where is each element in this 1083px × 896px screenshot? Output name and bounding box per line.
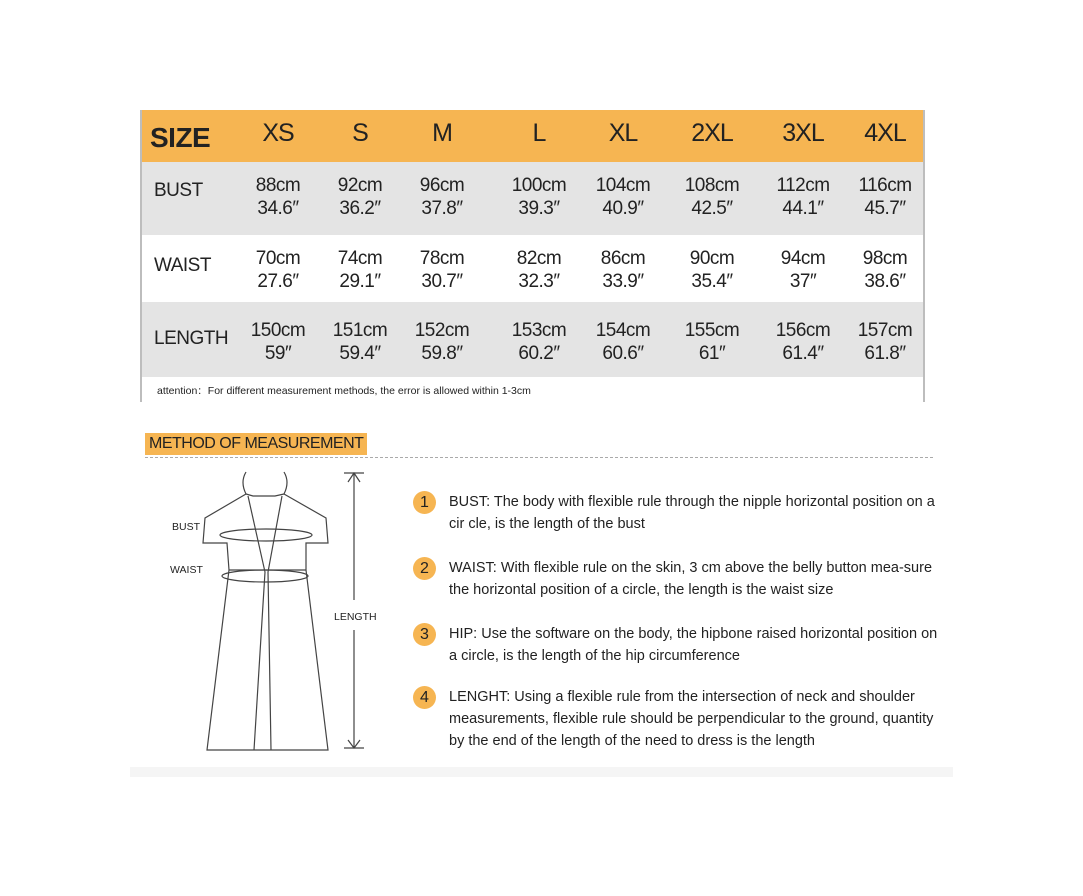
cm-value: 92cm (337, 175, 383, 196)
inch-value: 61″ (698, 343, 726, 364)
cm-value: 156cm (775, 320, 831, 341)
inch-value: 45.7″ (864, 198, 906, 219)
size-header-7: 4XL (864, 119, 906, 147)
inch-value: 37.8″ (421, 198, 463, 219)
size-header-label: SIZE (150, 122, 211, 153)
cm-value: 152cm (414, 320, 470, 341)
inch-value: 36.2″ (339, 198, 381, 219)
inch-value: 32.3″ (518, 271, 560, 292)
row-label: LENGTH (154, 328, 229, 349)
cm-value: 86cm (600, 248, 646, 269)
cm-value: 157cm (857, 320, 913, 341)
cm-value: 78cm (419, 248, 465, 269)
inch-value: 35.4″ (691, 271, 733, 292)
cm-value: 70cm (255, 248, 301, 269)
inch-value: 30.7″ (421, 271, 463, 292)
waist-figure-label: WAIST (170, 564, 203, 576)
inch-value: 29.1″ (339, 271, 381, 292)
cm-value: 96cm (419, 175, 465, 196)
cm-value: 151cm (332, 320, 388, 341)
size-header-5: 2XL (691, 119, 733, 147)
step-text: BUST: The body with flexible rule through the nipple horizontal position on a cir cle, is the length of the bust (449, 494, 935, 532)
row-label: WAIST (154, 255, 211, 276)
inch-value: 27.6″ (257, 271, 299, 292)
inch-value: 33.9″ (602, 271, 644, 292)
inch-value: 42.5″ (691, 198, 733, 219)
inch-value: 60.2″ (518, 343, 560, 364)
step-text: WAIST: With flexible rule on the skin, 3 cm above the belly button mea-sure the horizontal position of a circle, the length is the waist size (449, 560, 933, 598)
step-text: LENGHT: Using a flexible rule from the intersection of neck and shoulder measurements, flexible rule should be perpendicular to the ground, quantity by the end of the length of the need to dress is the length (449, 689, 934, 749)
inch-value: 60.6″ (602, 343, 644, 364)
inch-value: 34.6″ (257, 198, 299, 219)
inch-value: 37″ (789, 271, 817, 292)
length-figure-label: LENGTH (334, 611, 377, 623)
inch-value: 61.8″ (864, 343, 906, 364)
inch-value: 44.1″ (782, 198, 824, 219)
step-text: HIP: Use the software on the body, the hipbone raised horizontal position on a circle, is the length of the hip circumference (449, 626, 938, 664)
cm-value: 150cm (250, 320, 306, 341)
step-number: 1 (413, 491, 436, 514)
cm-value: 116cm (858, 175, 912, 196)
size-header-4: XL (608, 119, 638, 147)
step-number: 4 (413, 686, 436, 709)
cm-value: 104cm (595, 175, 651, 196)
inch-value: 59.8″ (421, 343, 463, 364)
inch-value: 40.9″ (602, 198, 644, 219)
size-header-0: XS (262, 119, 294, 147)
cm-value: 94cm (780, 248, 826, 269)
cm-value: 88cm (255, 175, 301, 196)
step-number: 3 (413, 623, 436, 646)
cm-value: 154cm (595, 320, 651, 341)
cm-value: 153cm (511, 320, 567, 341)
row-label: BUST (154, 180, 203, 201)
bottom-strip (130, 767, 953, 777)
cm-value: 112cm (776, 175, 830, 196)
inch-value: 39.3″ (518, 198, 560, 219)
size-header-2: M (432, 119, 452, 147)
cm-value: 108cm (684, 175, 740, 196)
bust-figure-label: BUST (172, 521, 201, 533)
inch-value: 61.4″ (782, 343, 824, 364)
cm-value: 74cm (337, 248, 383, 269)
size-header-6: 3XL (782, 119, 824, 147)
method-title: METHOD OF MEASUREMENT (145, 433, 367, 455)
size-header-3: L (532, 119, 546, 147)
size-header-1: S (352, 119, 368, 147)
cm-value: 82cm (516, 248, 562, 269)
cm-value: 100cm (511, 175, 567, 196)
inch-value: 38.6″ (864, 271, 906, 292)
cm-value: 155cm (684, 320, 740, 341)
inch-value: 59.4″ (339, 343, 381, 364)
cm-value: 98cm (862, 248, 908, 269)
attention-note: attention：For different measurement methods, the error is allowed within 1-3cm (157, 385, 531, 397)
inch-value: 59″ (264, 343, 292, 364)
cm-value: 90cm (689, 248, 735, 269)
step-number: 2 (413, 557, 436, 580)
